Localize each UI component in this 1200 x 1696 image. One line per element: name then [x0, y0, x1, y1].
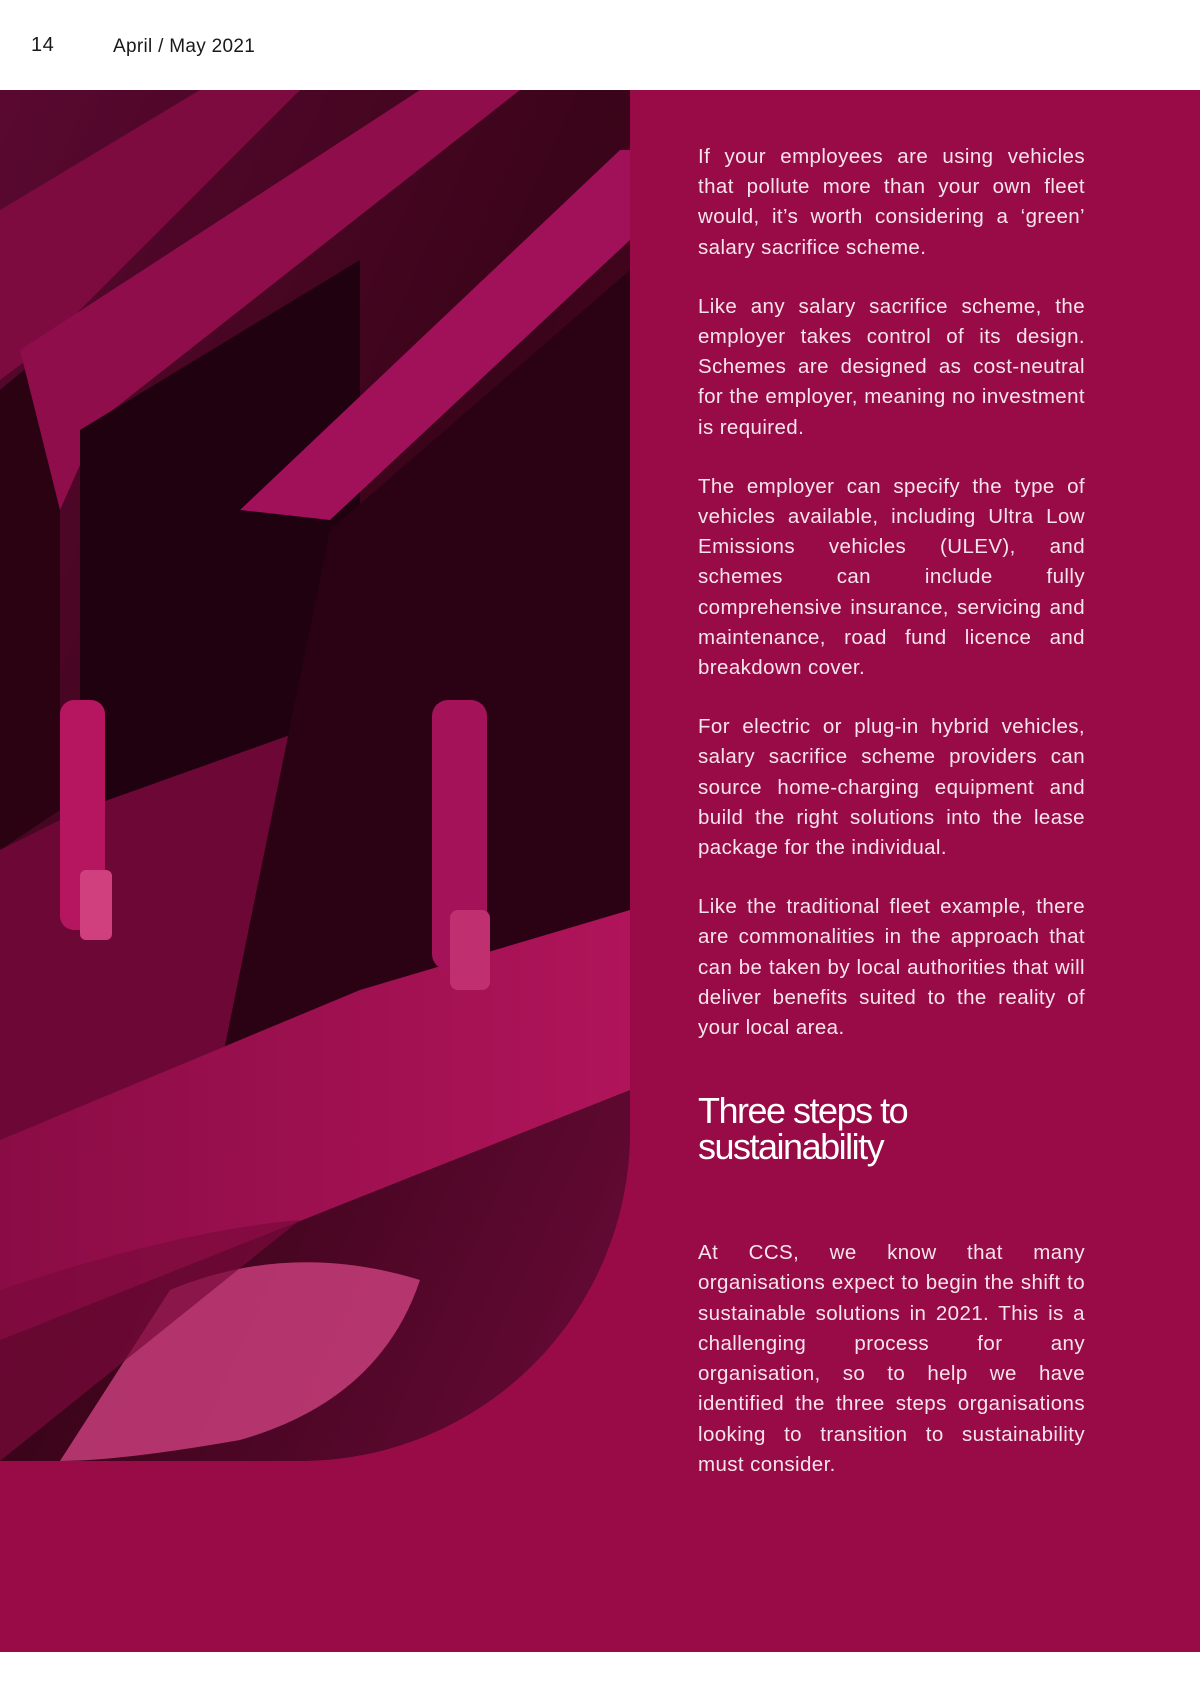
mirror-light: [80, 870, 112, 940]
paragraph: The employer can specify the type of vehicles available, including Ultra Low Emissions vehicles (ULEV), and schemes can include fully comprehensive insurance, servicing and maintenance, road fund licence and breakdown cover.: [698, 474, 1085, 680]
paragraph: Like the traditional fleet example, there are commonalities in the approach that can be taken by local authorities that will deliver benefits suited to the reality of your local area.: [698, 895, 1085, 1040]
paragraph: For electric or plug-in hybrid vehicles, salary sacrifice scheme providers can source home-charging equipment and build the right solutions into the lease package for the individual.: [698, 715, 1085, 860]
section-heading-line: sustainability: [698, 1126, 884, 1168]
page-number: 14: [31, 34, 55, 56]
paragraph: If your employees are using vehicles that pollute more than your own fleet would, it’s worth considering a ‘green’ salary sacrifice scheme.: [698, 145, 1085, 259]
page-header: [0, 0, 1200, 90]
fleet-of-vans-image: [0, 90, 630, 1461]
section-heading-line: Three steps to: [698, 1090, 908, 1132]
article-body: [698, 142, 1085, 1509]
article-panel: [0, 90, 1200, 1652]
vans-illustration: [0, 90, 630, 1461]
page-footer-margin: [0, 1652, 1200, 1696]
section-heading: [698, 1090, 1085, 1168]
closing-paragraph: At CCS, we know that many organisations expect to begin the shift to sustainable solutions in 2021. This is a challenging process for any organisation, so to help we have identified the three steps organisations looking to transition to sustainability must consider.: [698, 1241, 1085, 1476]
mirror-light: [450, 910, 490, 990]
paragraph: Like any salary sacrifice scheme, the employer takes control of its design. Schemes are designed as cost-neutral for the employer, meaning no investment is required.: [698, 294, 1085, 439]
issue-date: April / May 2021: [113, 36, 256, 57]
